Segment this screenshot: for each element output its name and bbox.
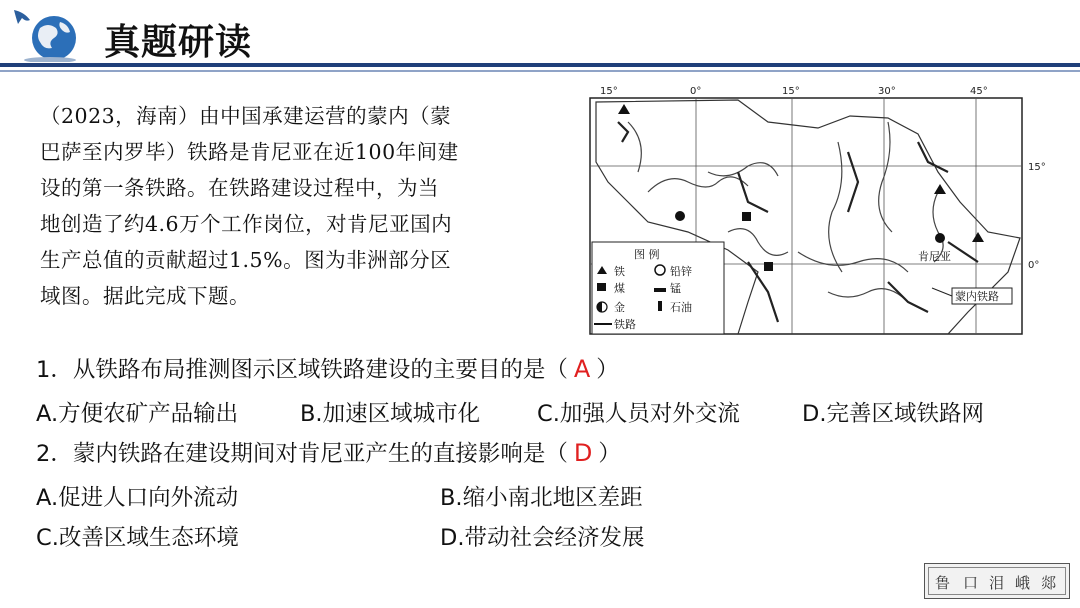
legend-title: 图 例 — [634, 248, 660, 261]
stamp-char: 口 — [963, 574, 979, 592]
question-2 — [36, 436, 621, 468]
legend-item: 石油 — [670, 301, 692, 314]
question-1 — [36, 352, 619, 384]
header-divider-thin — [0, 70, 1080, 72]
passage-line: （2023，海南）由中国承建运营的蒙内（蒙 — [40, 104, 452, 128]
stamp-char: 郯 — [1041, 574, 1057, 592]
lat-label: 0° — [1028, 260, 1040, 271]
globe-logo-icon — [10, 4, 94, 62]
lon-label: 0° — [690, 86, 702, 97]
passage-line: 巴萨至内罗毕）铁路是肯尼亚在近100年间建 — [40, 140, 459, 164]
gold-symbol — [675, 211, 685, 221]
lon-label: 15° — [600, 86, 618, 97]
lon-label: 30° — [878, 86, 896, 97]
kenya-label: 肯尼亚 — [918, 250, 951, 263]
option-c: C.加强人员对外交流 — [537, 401, 740, 427]
option-c: C.改善区域生态环境 — [36, 525, 239, 551]
question-close: ） — [596, 357, 619, 383]
legend-item: 铁 — [614, 265, 625, 278]
africa-map — [588, 82, 1048, 338]
lon-label: 45° — [970, 86, 988, 97]
seal-stamp — [924, 563, 1070, 599]
legend-item: 锰 — [670, 282, 681, 295]
option-b: B.缩小南北地区差距 — [440, 485, 643, 511]
stamp-char: 鲁 — [935, 574, 951, 592]
option-b: B.加速区域城市化 — [300, 401, 481, 427]
gold-symbol — [935, 233, 945, 243]
map-legend — [592, 242, 724, 334]
question-passage — [40, 98, 570, 314]
legend-item: 铅锌 — [670, 265, 692, 278]
option-a: A.方便农矿产品输出 — [36, 401, 239, 427]
legend-item: 金 — [614, 301, 625, 314]
stamp-char: 峨 — [1015, 574, 1031, 592]
question-stem: 1．从铁路布局推测图示区域铁路建设的主要目的是（ — [36, 357, 568, 383]
option-d: D.完善区域铁路网 — [802, 401, 984, 427]
passage-line: 地创造了约4.6万个工作岗位，对肯尼亚国内 — [40, 212, 453, 236]
answer-mark: A — [573, 355, 591, 383]
question-stem: 2．蒙内铁路在建设期间对肯尼亚产生的直接影响是（ — [36, 441, 568, 467]
option-a: A.促进人口向外流动 — [36, 485, 239, 511]
passage-line: 域图。据此完成下题。 — [40, 284, 250, 308]
coal-symbol — [764, 262, 773, 271]
stamp-char: 泪 — [989, 574, 1005, 592]
coal-symbol — [742, 212, 751, 221]
lon-label: 15° — [782, 86, 800, 97]
question-close: ） — [598, 441, 621, 467]
option-d: D.带动社会经济发展 — [440, 525, 645, 551]
header-divider — [0, 63, 1080, 67]
page-title: 真题研读 — [104, 22, 253, 63]
passage-line: 设的第一条铁路。在铁路建设过程中，为当 — [40, 176, 439, 200]
answer-mark: D — [573, 439, 593, 467]
railway-label: 蒙内铁路 — [955, 290, 999, 303]
lat-label: 15° — [1028, 162, 1046, 173]
legend-item: 煤 — [614, 282, 625, 295]
legend-item: 铁路 — [614, 318, 636, 331]
passage-line: 生产总值的贡献超过1.5%。图为非洲部分区 — [40, 248, 452, 272]
